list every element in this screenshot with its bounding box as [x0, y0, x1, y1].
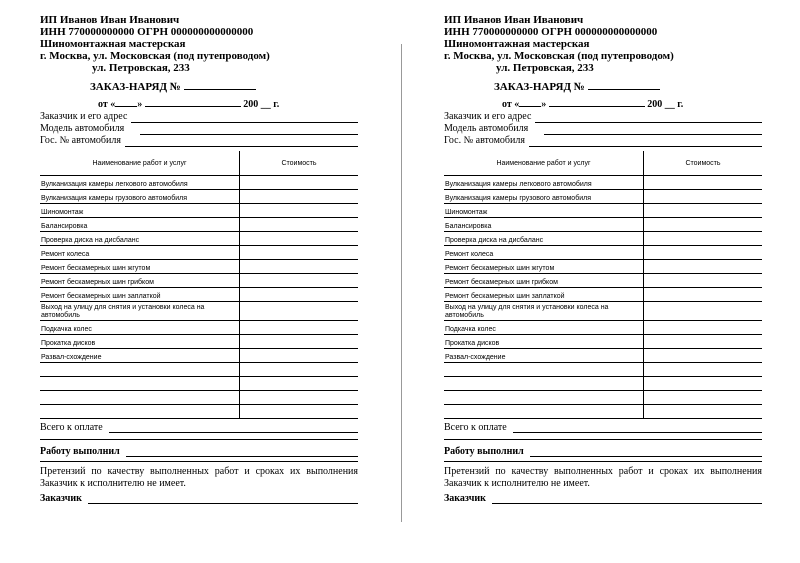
empty-table-row [40, 363, 358, 377]
service-column-header: Наименование работ и услуг [40, 151, 240, 176]
service-name-cell: Проверка диска на дисбаланс [40, 232, 240, 246]
table-row [444, 246, 762, 260]
work-done-input[interactable] [530, 446, 762, 457]
total-input[interactable] [513, 422, 762, 433]
address-line-1: г. Москва, ул. Московская (под путепроводом) [40, 50, 270, 62]
cost-cell[interactable] [644, 391, 763, 405]
cost-cell[interactable] [644, 274, 763, 288]
customer-input[interactable] [535, 112, 762, 123]
cost-cell[interactable] [644, 232, 763, 246]
table-row [444, 274, 762, 288]
table-row [444, 349, 762, 363]
service-name-cell: Ремонт бескамерных шин заплаткой [444, 288, 644, 302]
service-name-cell: Вулканизация камеры грузового автомобиля [40, 190, 240, 204]
table-row [40, 349, 358, 363]
customer-field [444, 111, 762, 123]
order-title-text: ЗАКАЗ-НАРЯД № [90, 81, 181, 93]
services-table [444, 151, 762, 419]
plate-input[interactable] [125, 136, 358, 147]
address-line-2: ул. Петровская, 233 [92, 62, 190, 74]
service-name-cell: Ремонт колеса [444, 246, 644, 260]
empty-table-row [444, 391, 762, 405]
cost-cell[interactable] [240, 176, 359, 190]
table-row [444, 260, 762, 274]
service-name-cell: Ремонт бескамерных шин заплаткой [40, 288, 240, 302]
order-number-field[interactable] [184, 80, 256, 90]
separator-line [444, 439, 762, 440]
empty-table-row [40, 377, 358, 391]
service-name-cell: Ремонт колеса [40, 246, 240, 260]
workshop-name: Шиномонтажная мастерская [444, 38, 590, 50]
cost-cell[interactable] [644, 218, 763, 232]
service-column-header: Наименование работ и услуг [444, 151, 644, 176]
cost-cell[interactable] [240, 260, 359, 274]
cost-cell[interactable] [240, 349, 359, 363]
table-row [444, 176, 762, 190]
service-name-cell: Вулканизация камеры легкового автомобиля [40, 176, 240, 190]
table-row [444, 335, 762, 349]
cost-column-header: Стоимость [240, 151, 359, 176]
cost-cell[interactable] [240, 302, 359, 321]
tax-ids: ИНН 770000000000 ОГРН 000000000000000 [444, 26, 658, 38]
cost-cell[interactable] [240, 335, 359, 349]
service-name-cell: Подкачка колес [444, 321, 644, 335]
cost-cell[interactable] [644, 377, 763, 391]
table-row [444, 190, 762, 204]
empty-table-row [444, 405, 762, 419]
order-title-text: ЗАКАЗ-НАРЯД № [494, 81, 585, 93]
order-form-left [40, 14, 358, 504]
table-row [40, 260, 358, 274]
date-month-field[interactable] [549, 97, 645, 107]
cost-cell[interactable] [240, 232, 359, 246]
table-row [444, 218, 762, 232]
car-model-input[interactable] [140, 124, 358, 135]
service-name-cell: Прокатка дисков [444, 335, 644, 349]
plate-label: Гос. № автомобиля [40, 135, 121, 146]
total-label: Всего к оплате [40, 422, 103, 433]
car-model-field [444, 123, 762, 135]
separator-line [40, 461, 358, 462]
cost-cell[interactable] [644, 246, 763, 260]
work-done-field [40, 446, 358, 457]
cost-cell[interactable] [644, 335, 763, 349]
date-from-label: от « [502, 99, 520, 110]
date-from-label: от « [98, 99, 116, 110]
service-name-cell[interactable] [40, 391, 240, 405]
cost-cell[interactable] [644, 363, 763, 377]
service-name-cell: Выход на улицу для снятия и установки колеса на автомобиль [40, 302, 240, 321]
table-row [40, 218, 358, 232]
cost-cell[interactable] [644, 190, 763, 204]
cost-cell[interactable] [240, 321, 359, 335]
service-name-cell: Проверка диска на дисбаланс [444, 232, 644, 246]
table-row [444, 232, 762, 246]
work-done-label: Работу выполнил [40, 446, 120, 457]
plate-input[interactable] [529, 136, 762, 147]
table-row [444, 204, 762, 218]
service-name-cell[interactable] [444, 391, 644, 405]
separator-line [40, 439, 358, 440]
service-name-cell: Развал-схождение [444, 349, 644, 363]
customer-sign-label: Заказчик [444, 493, 486, 504]
customer-sign-input[interactable] [492, 493, 762, 504]
service-name-cell: Ремонт бескамерных шин грибком [40, 274, 240, 288]
date-year-label: 200 __ г. [647, 99, 684, 110]
table-row [40, 321, 358, 335]
cost-cell[interactable] [240, 288, 359, 302]
customer-sign-field [444, 493, 762, 504]
table-row [40, 204, 358, 218]
date-close-quote: » [137, 99, 143, 110]
table-row [40, 335, 358, 349]
customer-field [40, 111, 358, 123]
service-name-cell[interactable] [444, 363, 644, 377]
work-done-field [444, 446, 762, 457]
table-row [40, 190, 358, 204]
order-date [40, 97, 358, 111]
service-name-cell[interactable] [444, 405, 644, 419]
cost-cell[interactable] [240, 377, 359, 391]
car-model-label: Модель автомобиля [40, 123, 125, 134]
table-row [40, 288, 358, 302]
date-day-field[interactable] [115, 97, 137, 107]
empty-table-row [40, 391, 358, 405]
work-done-input[interactable] [126, 446, 358, 457]
order-form-right [444, 14, 762, 504]
total-field [444, 422, 762, 433]
date-close-quote: » [541, 99, 547, 110]
cost-cell[interactable] [240, 204, 359, 218]
table-row [40, 302, 358, 321]
address-line-2: ул. Петровская, 233 [496, 62, 594, 74]
plate-field [444, 135, 762, 147]
table-row [444, 288, 762, 302]
cost-cell[interactable] [644, 288, 763, 302]
claims-statement: Претензий по качеству выполненных работ и сроках их выполнения Заказчик к исполнителю не имеет. [40, 466, 358, 489]
customer-label: Заказчик и его адрес [40, 111, 128, 122]
order-number-field[interactable] [588, 80, 660, 90]
cost-cell[interactable] [240, 190, 359, 204]
plate-label: Гос. № автомобиля [444, 135, 525, 146]
cost-column-header: Стоимость [644, 151, 763, 176]
customer-input[interactable] [131, 112, 358, 123]
service-name-cell: Балансировка [40, 218, 240, 232]
service-name-cell[interactable] [40, 363, 240, 377]
date-day-field[interactable] [519, 97, 541, 107]
service-name-cell: Вулканизация камеры грузового автомобиля [444, 190, 644, 204]
service-name-cell: Шиномонтаж [444, 204, 644, 218]
service-name-cell: Балансировка [444, 218, 644, 232]
cost-cell[interactable] [644, 176, 763, 190]
service-name-cell: Ремонт бескамерных шин грибком [444, 274, 644, 288]
date-year-label: 200 __ г. [243, 99, 280, 110]
cost-cell[interactable] [644, 321, 763, 335]
owner-name: ИП Иванов Иван Иванович [444, 14, 584, 26]
service-name-cell: Ремонт бескамерных шин жгутом [444, 260, 644, 274]
car-model-field [40, 123, 358, 135]
service-name-cell: Вулканизация камеры легкового автомобиля [444, 176, 644, 190]
owner-name: ИП Иванов Иван Иванович [40, 14, 180, 26]
table-row [40, 176, 358, 190]
customer-sign-label: Заказчик [40, 493, 82, 504]
order-title [444, 80, 762, 94]
customer-sign-field [40, 493, 358, 504]
empty-table-row [444, 363, 762, 377]
fold-divider [401, 44, 402, 522]
service-name-cell: Развал-схождение [40, 349, 240, 363]
services-table [40, 151, 358, 419]
service-name-cell: Ремонт бескамерных шин жгутом [40, 260, 240, 274]
cost-cell[interactable] [240, 405, 359, 419]
service-name-cell[interactable] [40, 405, 240, 419]
order-date [444, 97, 762, 111]
service-name-cell[interactable] [40, 377, 240, 391]
service-name-cell[interactable] [444, 377, 644, 391]
empty-table-row [40, 405, 358, 419]
table-row [40, 232, 358, 246]
cost-cell[interactable] [240, 274, 359, 288]
car-model-label: Модель автомобиля [444, 123, 529, 134]
service-name-cell: Шиномонтаж [40, 204, 240, 218]
table-row [40, 274, 358, 288]
cost-cell[interactable] [644, 260, 763, 274]
plate-field [40, 135, 358, 147]
total-label: Всего к оплате [444, 422, 507, 433]
service-name-cell: Прокатка дисков [40, 335, 240, 349]
total-input[interactable] [109, 422, 358, 433]
work-done-label: Работу выполнил [444, 446, 524, 457]
date-month-field[interactable] [145, 97, 241, 107]
service-name-cell: Подкачка колес [40, 321, 240, 335]
cost-cell[interactable] [644, 405, 763, 419]
customer-sign-input[interactable] [88, 493, 358, 504]
cost-cell[interactable] [644, 349, 763, 363]
workshop-name: Шиномонтажная мастерская [40, 38, 186, 50]
table-row [444, 302, 762, 321]
empty-table-row [444, 377, 762, 391]
cost-cell[interactable] [644, 204, 763, 218]
claims-statement: Претензий по качеству выполненных работ и сроках их выполнения Заказчик к исполнителю не имеет. [444, 466, 762, 489]
cost-cell[interactable] [644, 302, 763, 321]
car-model-input[interactable] [544, 124, 762, 135]
cost-cell[interactable] [240, 391, 359, 405]
table-row [40, 246, 358, 260]
customer-label: Заказчик и его адрес [444, 111, 532, 122]
address-line-1: г. Москва, ул. Московская (под путепроводом) [444, 50, 674, 62]
cost-cell[interactable] [240, 218, 359, 232]
total-field [40, 422, 358, 433]
service-name-cell: Выход на улицу для снятия и установки колеса на автомобиль [444, 302, 644, 321]
separator-line [444, 461, 762, 462]
cost-cell[interactable] [240, 363, 359, 377]
order-title [40, 80, 358, 94]
tax-ids: ИНН 770000000000 ОГРН 000000000000000 [40, 26, 254, 38]
table-row [444, 321, 762, 335]
cost-cell[interactable] [240, 246, 359, 260]
